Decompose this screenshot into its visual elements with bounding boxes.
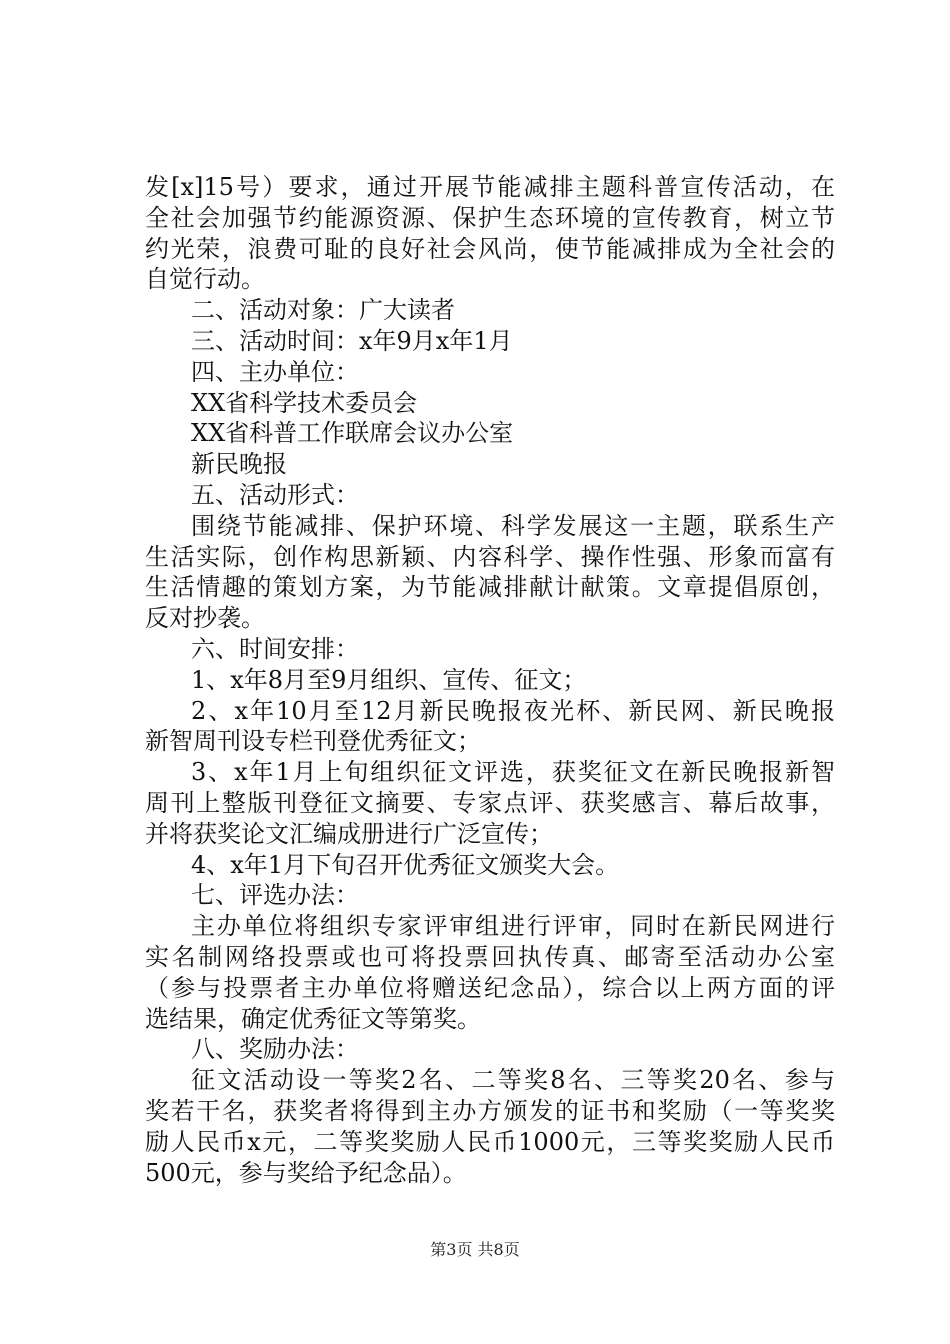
organizer-item: 新民晚报 [191, 450, 287, 479]
organizer-item: XX省科学技术委员会 [191, 388, 418, 417]
schedule-item: 3、x年1月上旬组织征文评选，获奖征文在新民晚报新智 [191, 758, 835, 787]
text-line: 围绕节能减排、保护环境、科学发展这一主题，联系生产 [191, 511, 835, 540]
text-line: 并将获奖论文汇编成册进行广泛宣传； [145, 819, 553, 848]
section-heading: 八、奖励办法： [191, 1035, 359, 1064]
text-line: 励人民币x元，二等奖奖励人民币1000元，三等奖奖励人民币 [145, 1127, 835, 1156]
text-line: 生活实际，创作构思新颖、内容科学、操作性强、形象而富有 [145, 542, 835, 571]
section-heading: 五、活动形式： [191, 480, 359, 509]
text-line: （参与投票者主办单位将赠送纪念品），综合以上两方面的评 [145, 973, 835, 1002]
text-line: 反对抄袭。 [145, 604, 265, 633]
text-line: 选结果，确定优秀征文等第奖。 [145, 1004, 481, 1033]
text-line: 奖若干名，获奖者将得到主办方颁发的证书和奖励（一等奖奖 [145, 1096, 835, 1125]
text-line: 生活情趣的策划方案，为节能减排献计献策。文章提倡原创， [145, 573, 835, 602]
text-line: 自觉行动。 [145, 265, 265, 294]
schedule-item: 2、x年10月至12月新民晚报夜光杯、新民网、新民晚报 [191, 696, 835, 725]
text-line: 发[x]15号）要求，通过开展节能减排主题科普宣传活动，在 [145, 173, 835, 201]
schedule-item: 1、x年8月至9月组织、宣传、征文； [191, 665, 587, 694]
organizer-item: XX省科普工作联席会议办公室 [191, 419, 514, 448]
section-heading: 七、评选办法： [191, 881, 359, 910]
document-body [145, 172, 835, 1188]
text-line: 主办单位将组织专家评审组进行评审，同时在新民网进行 [191, 912, 835, 941]
section-heading: 三、活动时间：x年9月x年1月 [191, 326, 513, 355]
page-footer: 第3页 共8页 [430, 1240, 520, 1259]
section-heading: 四、主办单位： [191, 357, 359, 386]
text-line: 实名制网络投票或也可将投票回执传真、邮寄至活动办公室 [145, 942, 835, 971]
text-line: 500元，参与奖给予纪念品）。 [145, 1158, 467, 1187]
schedule-item: 4、x年1月下旬召开优秀征文颁奖大会。 [191, 850, 620, 879]
section-heading: 二、活动对象：广大读者 [191, 296, 455, 325]
text-line: 约光荣，浪费可耻的良好社会风尚，使节能减排成为全社会的 [145, 234, 835, 263]
section-heading: 六、时间安排： [191, 634, 359, 663]
text-line: 征文活动设一等奖2名、二等奖8名、三等奖20名、参与 [191, 1066, 835, 1095]
text-line: 全社会加强节约能源资源、保护生态环境的宣传教育，树立节 [145, 203, 835, 232]
text-line: 周刊上整版刊登征文摘要、专家点评、获奖感言、幕后故事， [145, 788, 835, 817]
text-line: 新智周刊设专栏刊登优秀征文； [145, 727, 481, 756]
